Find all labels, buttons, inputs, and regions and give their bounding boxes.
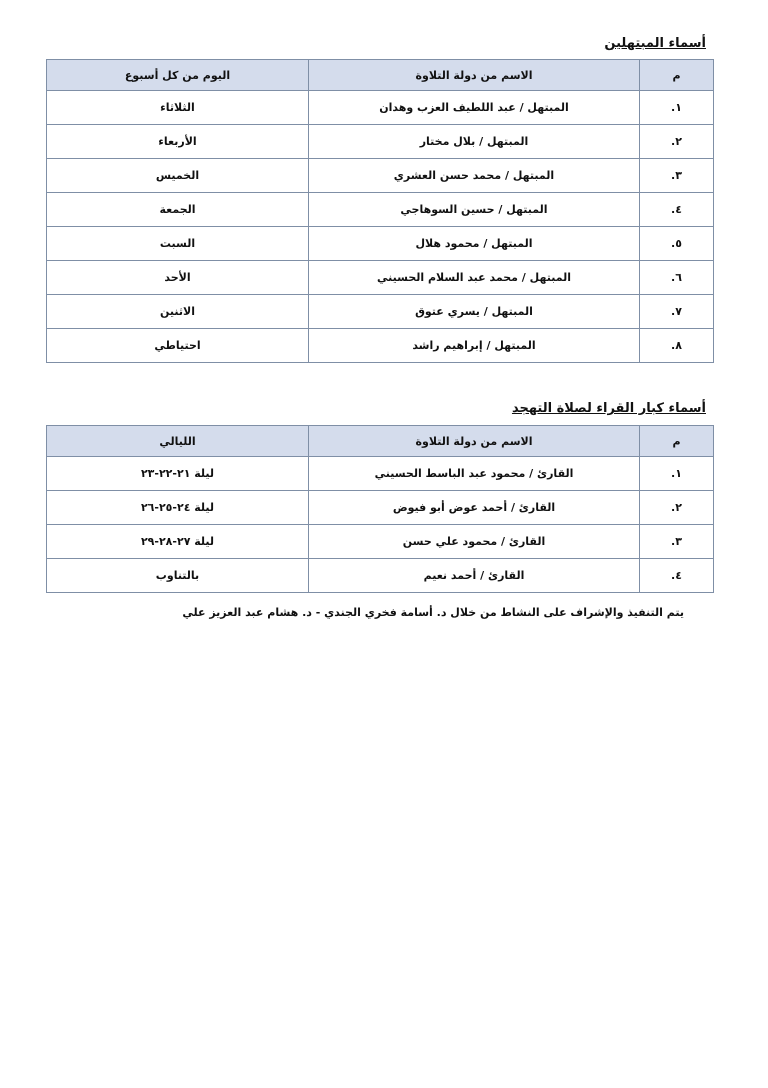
row-name: المبتهل / عبد اللطيف العزب وهدان	[309, 91, 640, 125]
row-number: ٨.	[640, 329, 714, 363]
table-row	[47, 125, 714, 159]
section2-title: أسماء كبار القراء لصلاة التهجد	[511, 401, 706, 416]
row-number: ٦.	[640, 261, 714, 295]
row-day: السبت	[47, 227, 309, 261]
row-number: ١.	[640, 91, 714, 125]
row-day: احتياطي	[47, 329, 309, 363]
table-row	[47, 525, 714, 559]
row-number: ٣.	[640, 159, 714, 193]
header-num: م	[640, 60, 714, 91]
row-name: القارئ / أحمد نعيم	[309, 559, 640, 593]
row-day: ليلة ٢٧-٢٨-٢٩	[47, 525, 309, 559]
row-number: ٥.	[640, 227, 714, 261]
table-row	[47, 491, 714, 525]
row-name: القارئ / أحمد عوض أبو فيوض	[309, 491, 640, 525]
row-name: المبتهل / إبراهيم راشد	[309, 329, 640, 363]
header-name: الاسم من دولة التلاوة	[309, 60, 640, 91]
row-name: المبتهل / محمد عبد السلام الحسيني	[309, 261, 640, 295]
qurraa-table	[46, 425, 714, 593]
munshidin-table	[46, 59, 714, 363]
table-row	[47, 261, 714, 295]
row-number: ٣.	[640, 525, 714, 559]
header-name: الاسم من دولة التلاوة	[309, 426, 640, 457]
row-number: ٤.	[640, 193, 714, 227]
table-row	[47, 91, 714, 125]
row-day: ليلة ٢١-٢٢-٢٣	[47, 457, 309, 491]
row-day: بالتناوب	[47, 559, 309, 593]
row-number: ٢.	[640, 125, 714, 159]
row-number: ١.	[640, 457, 714, 491]
row-number: ٢.	[640, 491, 714, 525]
table-row	[47, 329, 714, 363]
row-day: الاثنين	[47, 295, 309, 329]
table-row	[47, 193, 714, 227]
table-header-row	[47, 426, 714, 457]
row-name: المبتهل / محمد حسن العشري	[309, 159, 640, 193]
row-day: الثلاثاء	[47, 91, 309, 125]
footer-note: يتم التنفيذ والإشراف على النشاط من خلال د. أسامة فخري الجندي - د. هشام عبد العزيز علي	[182, 606, 684, 619]
section1-title: أسماء المبتهلين	[604, 36, 706, 51]
row-day: ليلة ٢٤-٢٥-٢٦	[47, 491, 309, 525]
header-day: اليوم من كل أسبوع	[47, 60, 309, 91]
row-name: المبتهل / حسين السوهاجي	[309, 193, 640, 227]
row-name: القارئ / محمود علي حسن	[309, 525, 640, 559]
row-day: الجمعة	[47, 193, 309, 227]
row-number: ٧.	[640, 295, 714, 329]
row-name: المبتهل / بلال مختار	[309, 125, 640, 159]
table-header-row	[47, 60, 714, 91]
table-row	[47, 457, 714, 491]
table-row	[47, 159, 714, 193]
row-day: الأحد	[47, 261, 309, 295]
row-number: ٤.	[640, 559, 714, 593]
header-day: الليالي	[47, 426, 309, 457]
row-name: المبتهل / محمود هلال	[309, 227, 640, 261]
table-row	[47, 559, 714, 593]
row-name: القارئ / محمود عبد الباسط الحسيني	[309, 457, 640, 491]
row-day: الخميس	[47, 159, 309, 193]
header-num: م	[640, 426, 714, 457]
table-row	[47, 295, 714, 329]
table-row	[47, 227, 714, 261]
row-day: الأربعاء	[47, 125, 309, 159]
row-name: المبتهل / يسري عتوق	[309, 295, 640, 329]
